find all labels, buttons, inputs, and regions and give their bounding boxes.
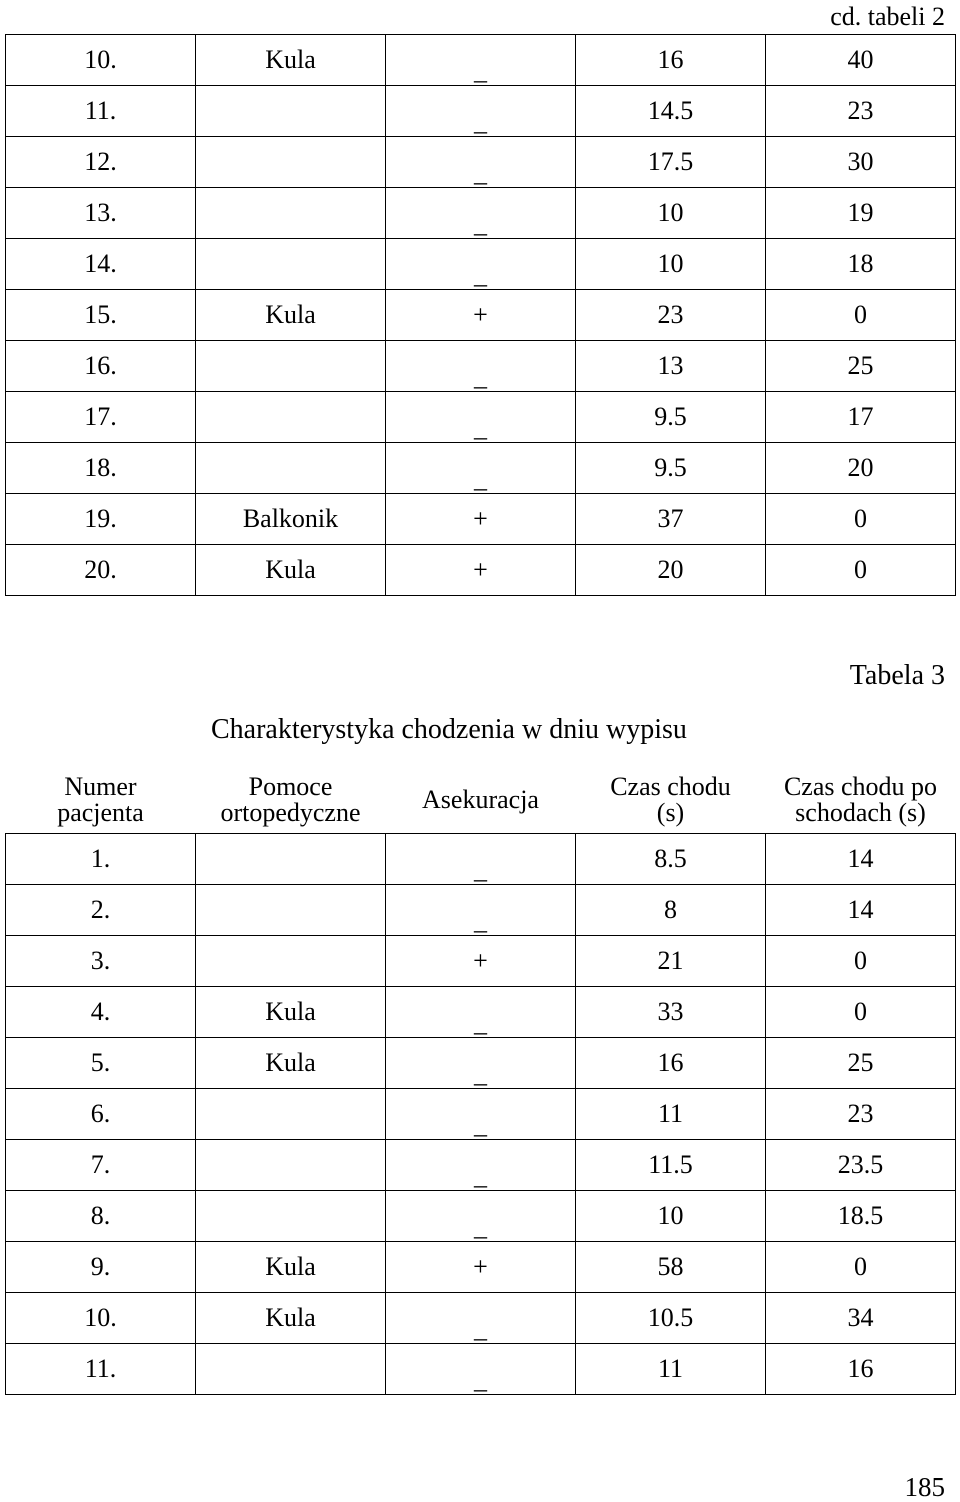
cell-stairs-time — [766, 935, 956, 986]
cell-assistance — [386, 1241, 576, 1292]
header-text: schodach (s) — [795, 797, 926, 827]
header-text: Numer — [64, 771, 137, 801]
cell-walk-time — [576, 443, 766, 494]
cell-orthopedic-aid — [196, 188, 386, 239]
header-assistance — [386, 767, 576, 833]
cell-orthopedic-aid — [196, 443, 386, 494]
cell-walk-time — [576, 884, 766, 935]
cell-text: _ — [474, 1160, 487, 1190]
cell-text: 30 — [847, 147, 874, 176]
header-text: pacjenta — [57, 797, 144, 827]
table-row — [6, 494, 956, 545]
table-row — [6, 239, 956, 290]
header-patient-number — [6, 767, 196, 833]
cell-patient-number — [6, 494, 196, 545]
cell-walk-time — [576, 1292, 766, 1343]
cell-patient-number — [6, 1190, 196, 1241]
cell-stairs-time — [766, 1190, 956, 1241]
cell-text: Kula — [265, 555, 316, 584]
cell-orthopedic-aid — [196, 1139, 386, 1190]
cell-stairs-time — [766, 1088, 956, 1139]
cell-assistance — [386, 137, 576, 188]
cell-patient-number — [6, 884, 196, 935]
cell-text: 40 — [847, 45, 874, 74]
cell-orthopedic-aid — [196, 290, 386, 341]
cell-text: 33 — [657, 996, 684, 1026]
cell-patient-number — [6, 1139, 196, 1190]
table-row — [6, 188, 956, 239]
cell-assistance — [386, 290, 576, 341]
cell-patient-number — [6, 35, 196, 86]
cell-patient-number — [6, 86, 196, 137]
cell-text: 11 — [657, 1098, 684, 1128]
cell-walk-time — [576, 1343, 766, 1394]
cell-stairs-time — [766, 443, 956, 494]
cell-text: 11 — [657, 1353, 684, 1383]
cell-assistance — [386, 1139, 576, 1190]
cell-text: 0 — [854, 300, 867, 329]
cell-text: 25 — [847, 351, 874, 380]
cell-text: 10.5 — [647, 1302, 694, 1332]
cell-stairs-time — [766, 545, 956, 596]
cell-stairs-time — [766, 1343, 956, 1394]
cell-stairs-time — [766, 1037, 956, 1088]
cell-text: 18. — [84, 453, 117, 482]
cell-orthopedic-aid — [196, 1241, 386, 1292]
cell-stairs-time — [766, 1292, 956, 1343]
cell-text: _ — [474, 56, 487, 85]
header-text: (s) — [656, 797, 685, 827]
cell-text: 7. — [90, 1149, 111, 1179]
cell-text: + — [473, 945, 488, 975]
cell-walk-time — [576, 986, 766, 1037]
cell-stairs-time — [766, 239, 956, 290]
header-text: ortopedyczne — [220, 797, 361, 827]
cell-text: _ — [474, 1211, 487, 1241]
cell-orthopedic-aid — [196, 986, 386, 1037]
table-row — [6, 392, 956, 443]
cell-text: 0 — [854, 1251, 867, 1281]
cell-orthopedic-aid — [196, 1088, 386, 1139]
cell-stairs-time — [766, 494, 956, 545]
header-text: Czas chodu po — [783, 771, 938, 801]
cell-orthopedic-aid — [196, 545, 386, 596]
cell-text: 20 — [657, 555, 684, 584]
cell-orthopedic-aid — [196, 239, 386, 290]
table-row — [6, 290, 956, 341]
cell-text: 11. — [84, 96, 117, 125]
cell-stairs-time — [766, 986, 956, 1037]
cell-text: 14 — [847, 894, 874, 924]
cell-text: 20. — [84, 555, 117, 584]
cell-patient-number — [6, 545, 196, 596]
cell-orthopedic-aid — [196, 494, 386, 545]
cell-patient-number — [6, 443, 196, 494]
cell-text: 9.5 — [654, 453, 687, 482]
cell-walk-time — [576, 137, 766, 188]
cell-text: 0 — [854, 945, 867, 975]
table-row — [6, 137, 956, 188]
cell-walk-time — [576, 392, 766, 443]
cell-assistance — [386, 392, 576, 443]
cell-text: 21 — [657, 945, 684, 975]
cell-text: 13 — [657, 351, 684, 380]
cell-assistance — [386, 188, 576, 239]
header-walk-time — [576, 767, 766, 833]
cell-text: 12. — [84, 147, 117, 176]
cell-text: 23 — [657, 300, 684, 329]
table-row — [6, 545, 956, 596]
cell-text: _ — [474, 1313, 487, 1343]
cell-text: 18.5 — [837, 1200, 884, 1230]
cell-text: 4. — [90, 996, 111, 1026]
cell-text: 16. — [84, 351, 117, 380]
cell-text: 10 — [657, 249, 684, 278]
table-row — [6, 986, 956, 1037]
cell-text: 25 — [847, 1047, 874, 1077]
cell-walk-time — [576, 935, 766, 986]
cell-patient-number — [6, 341, 196, 392]
cell-text: 23 — [847, 96, 874, 125]
cell-stairs-time — [766, 1241, 956, 1292]
cell-stairs-time — [766, 35, 956, 86]
table-row — [6, 1241, 956, 1292]
table-2-continuation — [5, 34, 956, 596]
cell-stairs-time — [766, 833, 956, 884]
cell-orthopedic-aid — [196, 35, 386, 86]
cell-stairs-time — [766, 884, 956, 935]
cell-text: 14 — [847, 843, 874, 873]
header-stairs-time — [766, 767, 956, 833]
table-3-header-row — [6, 767, 956, 833]
cell-walk-time — [576, 290, 766, 341]
cell-text: 9.5 — [654, 402, 687, 431]
cell-orthopedic-aid — [196, 1292, 386, 1343]
cell-assistance — [386, 1292, 576, 1343]
table-row — [6, 1190, 956, 1241]
cell-assistance — [386, 1088, 576, 1139]
cell-assistance — [386, 833, 576, 884]
header-text: Czas chodu — [610, 771, 731, 801]
cell-text: 19 — [847, 198, 874, 227]
cell-text: 11.5 — [648, 1149, 693, 1179]
cell-text: 8. — [90, 1200, 111, 1230]
cell-text: 0 — [854, 504, 867, 533]
cell-assistance — [386, 1037, 576, 1088]
cell-orthopedic-aid — [196, 833, 386, 884]
continuation-label: cd. tabeli 2 — [830, 2, 945, 31]
cell-text: 10. — [84, 45, 117, 74]
cell-walk-time — [576, 86, 766, 137]
cell-text: _ — [474, 1058, 487, 1088]
cell-orthopedic-aid — [196, 1037, 386, 1088]
cell-stairs-time — [766, 290, 956, 341]
cell-text: _ — [474, 905, 487, 935]
cell-text: _ — [474, 1109, 487, 1139]
cell-text: 15. — [84, 300, 117, 329]
table-row — [6, 86, 956, 137]
cell-text: 23.5 — [837, 1149, 884, 1179]
cell-patient-number — [6, 1343, 196, 1394]
cell-text: 13. — [84, 198, 117, 227]
cell-assistance — [386, 341, 576, 392]
cell-text: 19. — [84, 504, 117, 533]
cell-stairs-time — [766, 137, 956, 188]
cell-text: 14.5 — [647, 96, 694, 125]
cell-text: 0 — [854, 996, 867, 1026]
cell-text: 6. — [90, 1098, 111, 1128]
cell-walk-time — [576, 1190, 766, 1241]
cell-patient-number — [6, 935, 196, 986]
cell-walk-time — [576, 833, 766, 884]
cell-text: 10 — [657, 198, 684, 227]
cell-stairs-time — [766, 86, 956, 137]
table-row — [6, 1139, 956, 1190]
table-row — [6, 935, 956, 986]
cell-patient-number — [6, 1292, 196, 1343]
table-row — [6, 1343, 956, 1394]
cell-text: 11. — [84, 1353, 117, 1383]
cell-stairs-time — [766, 392, 956, 443]
cell-text: Kula — [265, 1047, 316, 1077]
table-3-label: Tabela 3 — [849, 660, 945, 691]
cell-orthopedic-aid — [196, 341, 386, 392]
cell-assistance — [386, 494, 576, 545]
table-row — [6, 1037, 956, 1088]
cell-text: Kula — [265, 300, 316, 329]
cell-text: Kula — [265, 45, 316, 74]
cell-stairs-time — [766, 341, 956, 392]
cell-orthopedic-aid — [196, 1190, 386, 1241]
table-row — [6, 35, 956, 86]
cell-patient-number — [6, 137, 196, 188]
cell-text: 16 — [657, 1047, 684, 1077]
cell-text: 20 — [847, 453, 874, 482]
cell-text: 14. — [84, 249, 117, 278]
cell-assistance — [386, 1190, 576, 1241]
page-number: 185 — [904, 1472, 945, 1502]
cell-text: Balkonik — [242, 504, 339, 533]
cell-text: 18 — [847, 249, 874, 278]
table-3-body — [6, 767, 956, 1394]
cell-assistance — [386, 545, 576, 596]
cell-text: _ — [474, 464, 487, 493]
cell-stairs-time — [766, 188, 956, 239]
table-3 — [5, 767, 956, 1395]
cell-text: _ — [474, 158, 487, 187]
cell-text: 23 — [847, 1098, 874, 1128]
cell-text: 17.5 — [647, 147, 694, 176]
cell-walk-time — [576, 545, 766, 596]
cell-walk-time — [576, 1037, 766, 1088]
cell-text: 34 — [847, 1302, 874, 1332]
cell-text: 0 — [854, 555, 867, 584]
cell-text: _ — [474, 1364, 487, 1394]
cell-text: 9. — [90, 1251, 111, 1281]
cell-text: _ — [474, 107, 487, 136]
cell-text: Kula — [265, 1251, 316, 1281]
cell-patient-number — [6, 239, 196, 290]
cell-walk-time — [576, 188, 766, 239]
cell-text: Kula — [265, 996, 316, 1026]
cell-patient-number — [6, 1241, 196, 1292]
cell-orthopedic-aid — [196, 935, 386, 986]
cell-text: 8.5 — [654, 843, 687, 873]
cell-patient-number — [6, 833, 196, 884]
cell-text: 58 — [657, 1251, 684, 1281]
cell-text: 10 — [657, 1200, 684, 1230]
cell-assistance — [386, 935, 576, 986]
cell-text: _ — [474, 260, 487, 289]
table-row — [6, 884, 956, 935]
header-text: Asekuracja — [422, 784, 539, 814]
cell-text: 8 — [664, 894, 677, 924]
cell-text: 2. — [90, 894, 111, 924]
cell-text: Kula — [265, 1302, 316, 1332]
cell-orthopedic-aid — [196, 86, 386, 137]
cell-text: 3. — [90, 945, 111, 975]
table-3-title: Charakterystyka chodzenia w dniu wypisu — [211, 714, 687, 745]
cell-text: 1. — [90, 843, 111, 873]
cell-patient-number — [6, 1088, 196, 1139]
table-row — [6, 1088, 956, 1139]
cell-assistance — [386, 35, 576, 86]
cell-text: + — [473, 300, 488, 329]
header-text: Pomoce — [248, 771, 333, 801]
table-row — [6, 833, 956, 884]
cell-text: 37 — [657, 504, 684, 533]
cell-text: + — [473, 1251, 488, 1281]
cell-walk-time — [576, 1241, 766, 1292]
cell-text: _ — [474, 854, 487, 884]
cell-text: 17 — [847, 402, 874, 431]
cell-orthopedic-aid — [196, 884, 386, 935]
cell-text: 16 — [847, 1353, 874, 1383]
cell-walk-time — [576, 239, 766, 290]
cell-assistance — [386, 443, 576, 494]
cell-patient-number — [6, 986, 196, 1037]
cell-orthopedic-aid — [196, 392, 386, 443]
table-2-body — [6, 35, 956, 596]
cell-patient-number — [6, 1037, 196, 1088]
cell-text: _ — [474, 413, 487, 442]
cell-assistance — [386, 884, 576, 935]
cell-orthopedic-aid — [196, 1343, 386, 1394]
cell-orthopedic-aid — [196, 137, 386, 188]
cell-text: _ — [474, 1007, 487, 1037]
cell-patient-number — [6, 290, 196, 341]
cell-walk-time — [576, 1088, 766, 1139]
cell-assistance — [386, 1343, 576, 1394]
cell-assistance — [386, 239, 576, 290]
cell-patient-number — [6, 188, 196, 239]
cell-stairs-time — [766, 1139, 956, 1190]
cell-text: 16 — [657, 45, 684, 74]
header-orthopedic-aids — [196, 767, 386, 833]
cell-text: 17. — [84, 402, 117, 431]
table-row — [6, 341, 956, 392]
cell-text: 5. — [90, 1047, 111, 1077]
cell-text: 10. — [84, 1302, 117, 1332]
cell-text: _ — [474, 362, 487, 391]
cell-text: + — [473, 504, 488, 533]
cell-text: _ — [474, 209, 487, 238]
cell-assistance — [386, 86, 576, 137]
cell-walk-time — [576, 35, 766, 86]
cell-walk-time — [576, 494, 766, 545]
cell-patient-number — [6, 392, 196, 443]
cell-text: + — [473, 555, 488, 584]
cell-assistance — [386, 986, 576, 1037]
table-row — [6, 1292, 956, 1343]
table-row — [6, 443, 956, 494]
cell-walk-time — [576, 341, 766, 392]
cell-walk-time — [576, 1139, 766, 1190]
